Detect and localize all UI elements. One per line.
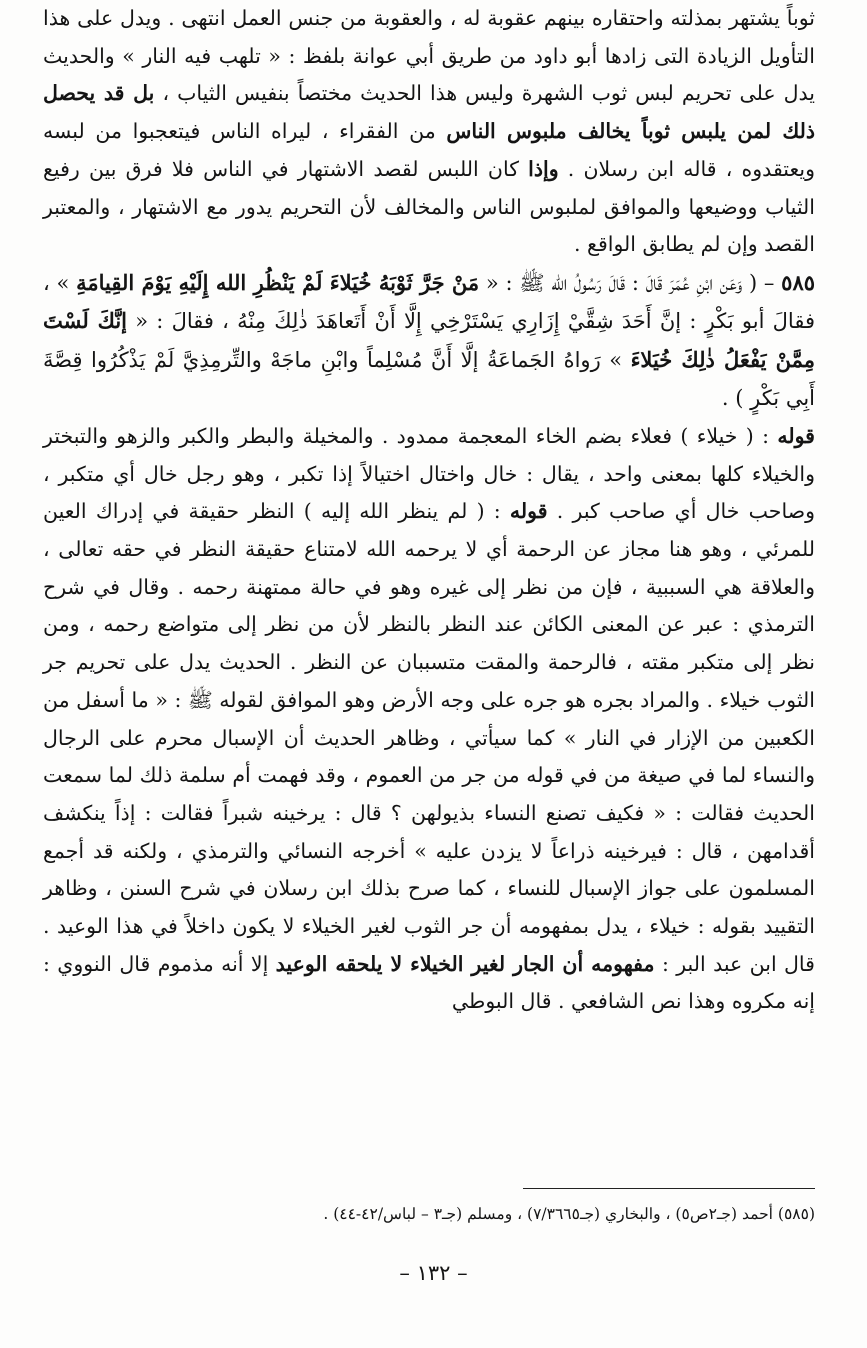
text-run: من الفقراء ، ليراه الناس فيتعجبوا من لبسه ويعتقدوه ، قاله ابن رسلان . [43,119,815,181]
hadith-585-paragraph [43,264,815,418]
text-run: ثوباً يشتهر بمذلته واحتقاره بينهم عقوبة له ، والعقوبة من جنس العمل انتهى . ويدل على هذا التأويل الزيادة التى زادها أبو داود من طريق أبي عوانة بلفظ : « تلهب فيه النار » والحديث يدل على تحريم لبس ثوب الشهرة وليس هذا الحديث مختصاً بنفيس الثياب ، [43,6,816,106]
text-run: كان اللبس لقصد الاشتهار في الناس فلا فرق بين رفيع الثياب ووضيعها والموافق لملبوس الناس والمخالف لأن التحريم يدور مع الاشتهار ، والمعتبر القصد وإن لم يطابق الواقع . [43,156,815,257]
bold-text-run: قوله [777,423,815,448]
bold-text-run: إنَّكَ لَسْتَ مِمَّنْ يَفْعَلُ ذٰلِكَ خُيَلاءَ [43,308,815,372]
page-number: – ١٣٢ – [399,1261,468,1285]
commentary-paragraph-1 [43,0,815,264]
text-run: : ( خيلاء ) فعلاء بضم الخاء المعجمة ممدود . والمخيلة والبطر والكبر والزهو والتبختر والخيلاء كلها بمعنى واحد ، يقال : خال واختال اختيالاً إذا تكبر ، وهو رجل خال أي متكبر ، وصاحب خال أي صاحب كبر . [43,423,815,524]
bold-text-run: بل قد يحصل ذلك لمن يلبس ثوباً يخالف ملبوس الناس [43,81,815,144]
text-run: إلا أنه مذموم قال النووي : إنه مكروه وهذا نص الشافعي . قال البوطي [43,951,815,1014]
bold-text-run: مَنْ جَرَّ ثَوْبَهُ خُيَلاءَ لَمْ يَنْظُرِ الله إِلَيْهِ يَوْمَ القِيامَةِ [76,269,480,295]
text-run: : ( لم ينظر الله إليه ) النظر حقيقة في إدراك العين للمرئي ، وهو هنا مجاز عن الرحمة أي لا يرحمه الله لامتناع حقيقة النظر في حقه تعالى ، والعلاقة هي السببية ، فإن من نظر إلى غيره وهو في حالة ممتهنة رحمه . وقال في شرح الترمذي : عبر عن المعنى الكائن عند النظر بالنظر لأن من نظر إلى متواضع رحمه ، ومن نظر إلى متكبر مقته ، فالرحمة والمقت متسببان عن النظر . الحديث يدل على تحريم جر الثوب خيلاء . والمراد بجره هو جره على وجه الأرض وهو الموافق لقوله ﷺ : « ما أسفل من الكعبين من الإزار في النار » كما سيأتي ، وظاهر الحديث أن الإسبال محرم على الرجال والنساء لما في صيغة من في قوله من جر من العموم ، وقد فهمت أم سلمة ذلك لما سمعت الحديث فقالت : « فكيف تصنع النساء بذيولهن ؟ قال : يرخينه شبراً فقالت : إذاً ينكشف أقدامهن ، قال : فيرخينه ذراعاً لا يزدن عليه » أخرجه النسائي والترمذي ، ولكنه قد أجمع المسلمون على جواز الإسبال للنساء ، كما صرح بذلك ابن رسلان في شرح السنن ، وظاهر التقييد بقوله : خيلاء ، يدل بمفهومه أن جر الثوب لغير الخيلاء لا يكون داخلاً في هذا الوعيد . قال ابن عبد البر : [43,499,815,976]
bold-text-run: قوله [509,499,548,524]
text-run: » رَواهُ الجَماعَةُ إلَّا أَنَّ مُسْلِماً وابْنِ ماجَهْ والتِّرمِذِيَّ لَمْ يَذْكُرُوا قِصَّةَ أَبِي بَكْرٍ ) . [43,347,815,411]
bold-text-run: ٥٨٥ [781,269,816,295]
text-run: » ، فقالَ أبو بَكْرٍ : إنَّ أَحَدَ شِقَّيْ إِزَارِي يَسْتَرْخِي إِلَّا أَنْ أَتَعاهَدَ ذٰلِكَ مِنْهُ ، فقالَ : « [43,270,815,334]
body-text [43,0,815,1021]
bold-text-run: مفهومه أن الجار لغير الخيلاء لا يلحقه الوعيد [275,951,655,976]
bold-text-run: وإذا [528,156,559,181]
text-run: – ( وَعَن ابْنِ عُمَرَ قَالَ : قَالَ رَسُولُ الله ﷺ : « [479,270,782,295]
footnote-separator [523,1188,815,1189]
commentary-paragraph-2 [43,418,815,1021]
footnote: (٥٨٥) أحمد (جـ٢ص٥) ، والبخاري (جـ٧/٣٦٦٥) ، ومسلم (جـ٣ – لباس/٤٢-٤٤) . [323,1205,815,1223]
